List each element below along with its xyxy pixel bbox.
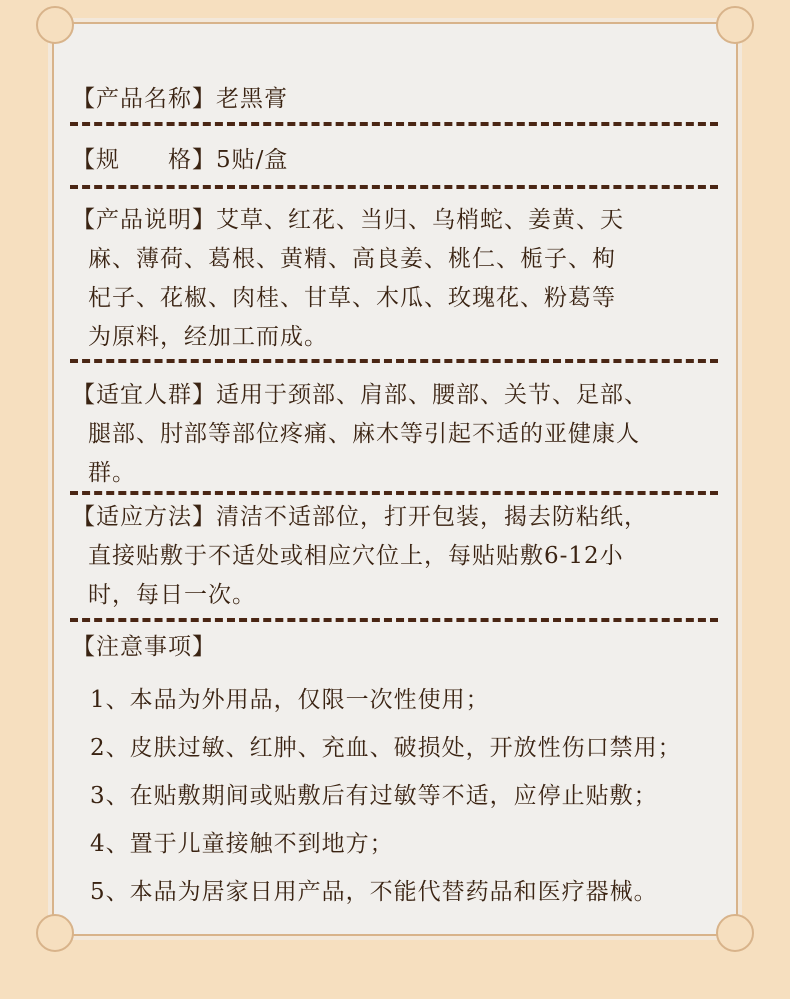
usage-label: 【适应方法】 xyxy=(72,504,216,530)
notes-list xyxy=(90,676,716,916)
notes-label: 【注意事项】 xyxy=(72,634,216,660)
dashed-divider xyxy=(70,359,718,363)
info-card xyxy=(52,22,738,936)
audience-section xyxy=(72,376,724,493)
spec-row xyxy=(72,141,720,180)
product-name-label: 【产品名称】 xyxy=(72,86,216,112)
description-line: 为原料，经加工而成。 xyxy=(88,324,328,350)
description-label: 【产品说明】 xyxy=(72,207,216,233)
description-line: 【产品说明】艾草、红花、当归、乌梢蛇、姜黄、天 xyxy=(72,207,624,233)
note-item: 5、本品为居家日用产品，不能代替药品和医疗器械。 xyxy=(90,879,658,905)
usage-line: 直接贴敷于不适处或相应穴位上，每贴贴敷6-12小 xyxy=(88,543,624,569)
card-content xyxy=(54,24,736,934)
note-item: 3、在贴敷期间或贴敷后有过敏等不适，应停止贴敷； xyxy=(90,783,658,809)
usage-line: 时，每日一次。 xyxy=(88,582,256,608)
dashed-divider xyxy=(70,122,718,126)
audience-line: 【适宜人群】适用于颈部、肩部、腰部、关节、足部、 xyxy=(72,382,648,408)
dashed-divider xyxy=(70,491,718,495)
note-item: 4、置于儿童接触不到地方； xyxy=(90,831,394,857)
usage-line: 【适应方法】清洁不适部位，打开包装，揭去防粘纸， xyxy=(72,504,648,530)
spec-label: 【规 格】 xyxy=(72,147,216,173)
audience-line: 腿部、肘部等部位疼痛、麻木等引起不适的亚健康人 xyxy=(88,421,640,447)
product-name-row xyxy=(72,80,720,119)
spec-value: 5贴/盒 xyxy=(216,147,289,173)
audience-label: 【适宜人群】 xyxy=(72,382,216,408)
note-item: 2、皮肤过敏、红肿、充血、破损处，开放性伤口禁用； xyxy=(90,735,682,761)
dashed-divider xyxy=(70,185,718,189)
description-line: 杞子、花椒、肉桂、甘草、木瓜、玫瑰花、粉葛等 xyxy=(88,285,616,311)
notes-heading xyxy=(72,628,720,667)
description-line: 麻、薄荷、葛根、黄精、高良姜、桃仁、栀子、枸 xyxy=(88,246,616,272)
description-section xyxy=(72,201,724,357)
product-name-value: 老黑膏 xyxy=(216,86,288,112)
note-item: 1、本品为外用品，仅限一次性使用； xyxy=(90,687,490,713)
audience-line: 群。 xyxy=(88,460,136,486)
dashed-divider xyxy=(70,618,718,622)
usage-section xyxy=(72,498,724,615)
